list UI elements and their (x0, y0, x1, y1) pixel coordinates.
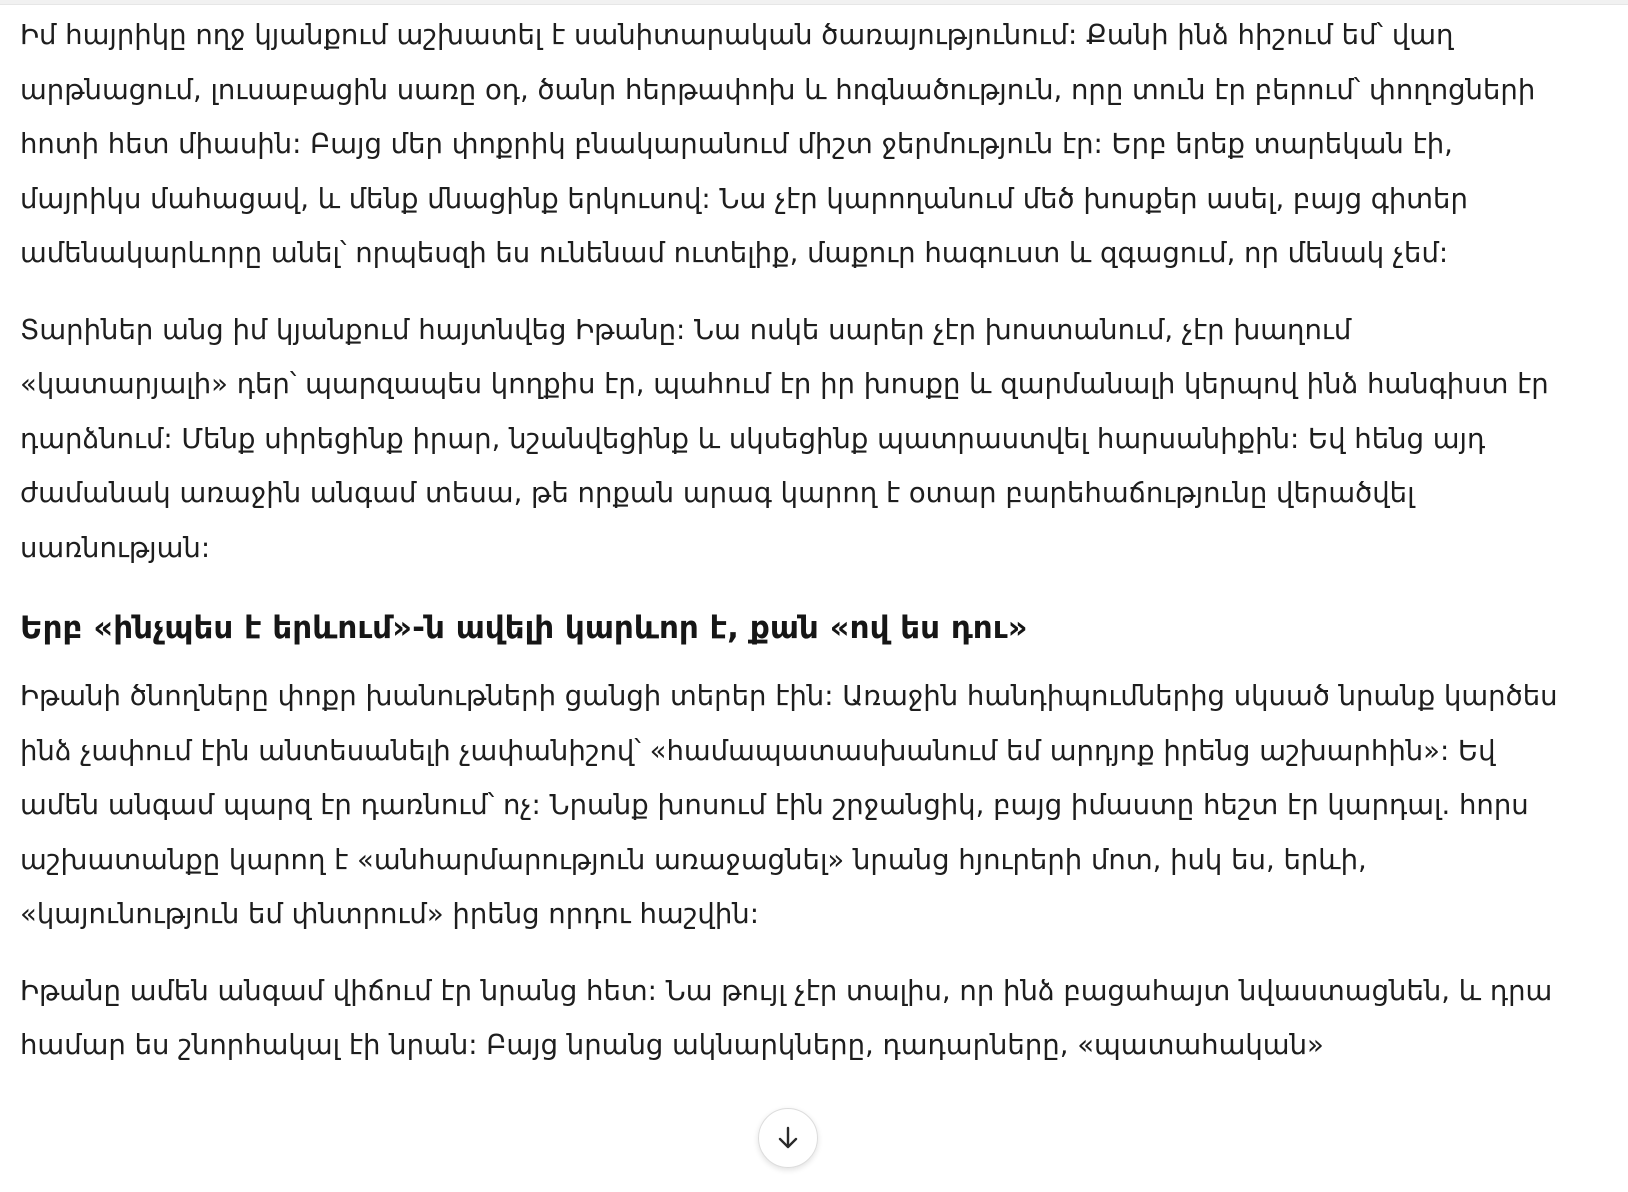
paragraph: Իթանը ամեն անգամ վիճում էր նրանց հետ: Նա թույլ չէր տալիս, որ ինձ բացահայտ նվաստացնեն, և դրա համար ես շնորհակալ էի նրան: Բայց նրանց ակնարկները, դադարները, «պատահական» (20, 974, 1553, 1061)
section-heading: Երբ «ինչպես է երևում»-ն ավելի կարևոր է, քան «ով ես դու» (20, 610, 1028, 646)
paragraph: Իմ հայրիկը ողջ կյանքում աշխատել է սանիտարական ծառայությունում: Քանի ինձ հիշում եմ՝ վաղ արթնացում, լուսաբացին սառը օդ, ծանր հերթափոխ և հոգնածություն, որը տուն էր բերում՝ փողոցների հոտի հետ միասին: Բայց մեր փոքրիկ բնակարանում միշտ ջերմություն էր: Երբ երեք տարեկան էի, մայրիկս մահացավ, և մենք մնացինք երկուսով: Նա չէր կարողանում մեծ խոսքեր ասել, բայց գիտեր ամենակարևորը անել՝ որպեսզի ես ունենամ ուտելիք, մաքուր հագուստ և զգացում, որ մենակ չեմ: (20, 19, 1536, 269)
arrow-down-icon (774, 1124, 802, 1152)
paragraph: Տարիներ անց իմ կյանքում հայտնվեց Իթանը: Նա ոսկե սարեր չէր խոստանում, չէր խաղում «կատարյալի» դեր՝ պարզապես կողքիս էր, պահում էր իր խոսքը և զարմանալի կերպով ինձ հանգիստ էր դարձնում: Մենք սիրեցինք իրար, նշանվեցինք և սկսեցինք պատրաստվել հարսանիքին: Եվ հենց այդ ժամանակ առաջին անգամ տեսա, թե որքան արագ կարող է օտար բարեհաճությունը վերածվել սառնության: (20, 313, 1549, 564)
top-divider (0, 0, 1628, 5)
scroll-to-bottom-button[interactable] (758, 1108, 818, 1168)
paragraph: Իթանի ծնողները փոքր խանութների ցանցի տերեր էին: Առաջին հանդիպումներից սկսած նրանք կարծես ինձ չափում էին անտեսանելի չափանիշով՝ «համապատասխանում եմ արդյոք իրենց աշխարհին»: Եվ ամեն անգամ պարզ էր դառնում՝ ոչ: Նրանք խոսում էին շրջանցիկ, բայց իմաստը հեշտ էր կարդալ. հորս աշխատանքը կարող է «անհարմարություն առաջացնել» նրանց հյուրերի մոտ, իսկ ես, երևի, «կայունություն եմ փնտրում» իրենց որդու հաշվին: (20, 680, 1558, 930)
article-body (20, 8, 1560, 1073)
